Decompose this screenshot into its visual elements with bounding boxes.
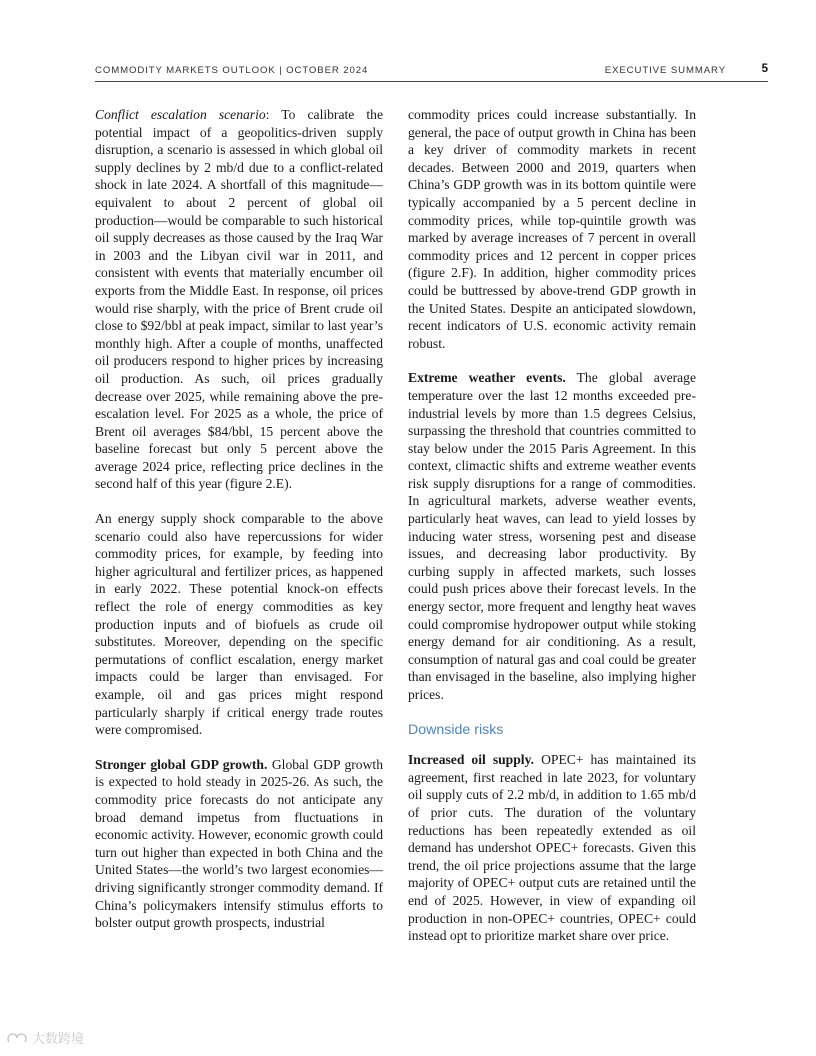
header-title: COMMODITY MARKETS OUTLOOK | OCTOBER 2024 — [95, 65, 369, 76]
paragraph-lead: Extreme weather events. — [408, 370, 566, 386]
paragraph-lead: Stronger global GDP growth. — [95, 756, 268, 772]
paragraph-conflict-escalation — [95, 106, 383, 493]
paragraph-body: Global GDP growth is expected to hold steady in 2025-26. As such, the commodity price forecasts do not anticipate any broad demand impetus from fluctuations in economic activity. However, economic growth could turn out higher than expected in both China and the United States—the world’s two largest economies—driving significantly stronger commodity demand. If China’s policymakers intensify stimulus efforts to bolster output growth prospects, industrial — [95, 756, 383, 931]
paragraph-body: An energy supply shock comparable to the above scenario could also have repercussions for wider commodity prices, for example, by feeding into higher agricultural and fertilizer prices, as happened in early 2022. These potential knock-on effects reflect the role of energy commodities as key production inputs and of biofuels as crude oil substitutes. Moreover, depending on the specific permutations of conflict escalation, energy market impacts could be larger than envisaged. For example, oil and gas prices might respond particularly sharply if critical energy trade routes were compromised. — [95, 511, 383, 738]
watermark-logo-icon — [6, 1031, 28, 1045]
header-rule — [95, 81, 768, 82]
paragraph-lead: Increased oil supply. — [408, 752, 535, 768]
paragraph-energy-supply-shock — [95, 510, 383, 739]
paragraph-commodity-prices — [408, 106, 696, 352]
paragraph-body: OPEC+ has maintained its agreement, first reached in late 2023, for voluntary oil supply cuts of 2.2 mb/d, in addition to 1.65 mb/d of prior cuts. The duration of the voluntary reductions has been repeatedly extended as oil demand has undershot OPEC+ forecasts. Given this trend, the oil price projections assume that the large majority of OPEC+ output cuts are retained until the end of 2025. However, in view of expanding oil production in non-OPEC+ countries, OPEC+ could instead opt to prioritize market share over price. — [408, 752, 696, 944]
paragraph-body: : To calibrate the potential impact of a geopolitics-driven supply disruption, a scenario is assessed in which global oil supply declines by 2 mb/d due to a conflict-related shock in late 2024. A shortfall of this magnitude—equivalent to about 2 percent of global oil production—would be comparable to such historical oil supply decreases as those caused by the Iraq War in 2003 and the Libyan civil war in 2011, and consistent with events that materially encumber oil exports from the Middle East. In response, oil prices would rise sharply, with the price of Brent crude oil close to $92/bbl at peak impact, similar to last year’s monthly high. After a couple of months, unaffected oil producers respond to higher prices by increasing oil production. As such, oil prices gradually decrease over 2025, while remaining above the pre-escalation level. For 2025 as a whole, the price of Brent oil averages $84/bbl, 15 percent above the baseline forecast but only 5 percent above the average 2024 price, reflecting price declines in the second half of this year (figure 2.E). — [95, 107, 383, 492]
page-number: 5 — [761, 63, 768, 75]
paragraph-extreme-weather — [408, 369, 696, 703]
right-column — [408, 106, 696, 945]
paragraph-body: commodity prices could increase substantially. In general, the pace of output growth in China has been a key driver of commodity markets in recent decades. Between 2000 and 2019, quarters when China’s GDP growth was in its bottom quintile were typically accompanied by a 5 percent decline in commodity prices, while top-quintile growth was marked by average increases of 7 percent in overall commodity prices and 12 percent in copper prices (figure 2.F). In addition, higher commodity prices could be buttressed by above-trend GDP growth in the United States. Despite an anticipated slowdown, recent indicators of U.S. economic activity remain robust. — [408, 107, 696, 351]
paragraph-increased-oil-supply — [408, 751, 696, 945]
subheading-downside-risks: Downside risks — [408, 721, 504, 738]
running-header — [95, 63, 768, 79]
watermark-text: 大数跨境 — [32, 1032, 85, 1047]
paragraph-stronger-gdp-growth — [95, 756, 383, 932]
paragraph-body: The global average temperature over the last 12 months exceeded pre-industrial levels by more than 1.5 degrees Celsius, surpassing the threshold that countries committed to stay below under the 2015 Paris Agreement. In this context, climactic shifts and extreme weather events risk supply disruptions for a range of commodities. In agricultural markets, adverse weather events, particularly heat waves, can lead to yield losses by inducing water stress, worsening pest and disease issues, and decreasing labor productivity. By curbing supply in affected markets, such losses could push prices above their forecast levels. In the energy sector, more frequent and lengthy heat waves could compromise hydropower output while stoking energy demand for air conditioning. As a result, consumption of natural gas and coal could be greater than envisaged in the baseline, also implying higher prices. — [408, 370, 696, 702]
paragraph-lead: Conflict escalation scenario — [95, 107, 266, 122]
watermark — [6, 1028, 84, 1047]
header-section: EXECUTIVE SUMMARY — [604, 65, 726, 76]
left-column — [95, 106, 383, 932]
